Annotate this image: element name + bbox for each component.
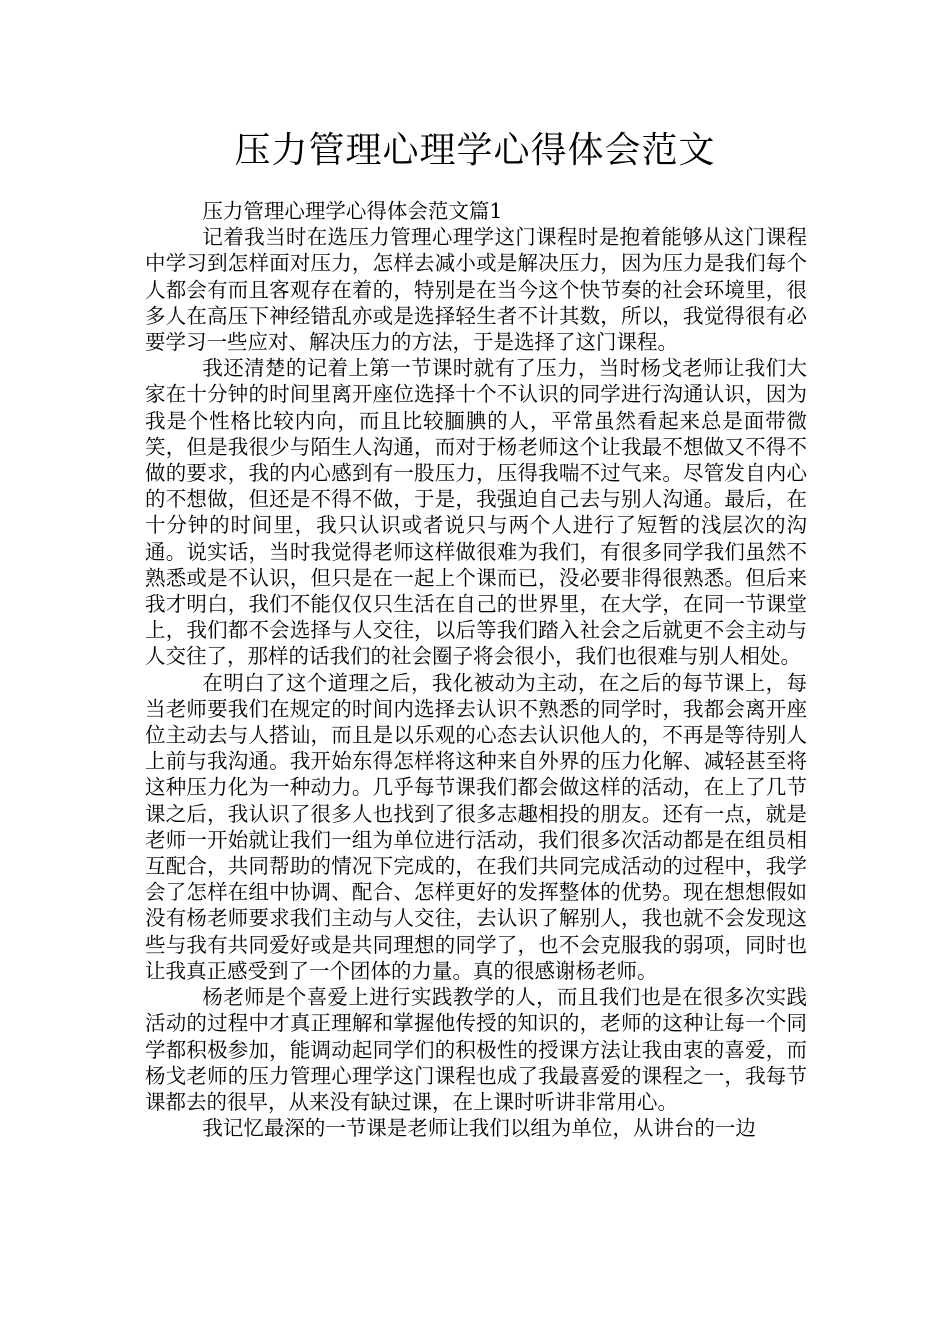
paragraph: 在明白了这个道理之后，我化被动为主动，在之后的每节课上，每当老师要我们在规定的时间内选择去认识不熟悉的同学时，我都会离开座位主动去与人搭讪，而且是以乐观的心态去认识他人的，不再是等待别人上前与我沟通。我开始东得怎样将这种来自外界的压力化解、减轻甚至将这种压力化为一种动力。几乎每节课我们都会做这样的活动，在上了几节课之后，我认识了很多人也找到了很多志趣相投的朋友。还有一点，就是老师一开始就让我们一组为单位进行活动，我们很多次活动都是在组员相互配合，共同帮助的情况下完成的，在我们共同完成活动的过程中，我学会了怎样在组中协调、配合、怎样更好的发挥整体的优势。现在想想假如没有杨老师要求我们主动与人交往，去认识了解别人，我也就不会发现这些与我有共同爱好或是共同理想的同学了，也不会克服我的弱项，同时也让我真正感受到了一个团体的力量。真的很感谢杨老师。	[145, 670, 807, 983]
document-title: 压力管理心理学心得体会范文	[234, 130, 716, 171]
paragraph: 记着我当时在选压力管理心理学这门课程时是抱着能够从这门课程中学习到怎样面对压力，怎样去减小或是解决压力，因为压力是我们每个人都会有而且客观存在着的，特别是在当今这个快节奏的社会环境里，很多人在高压下神经错乱亦或是选择轻生者不计其数，所以，我觉得很有必要学习一些应对、解决压力的方法，于是选择了这门课程。	[145, 225, 807, 355]
paragraph: 杨老师是个喜爱上进行实践教学的人，而且我们也是在很多次实践活动的过程中才真正理解和掌握他传授的知识的，老师的这种让每一个同学都积极参加，能调动起同学们的积极性的授课方法让我由衷的喜爱，而杨戈老师的压力管理心理学这门课程也成了我最喜爱的课程之一，我每节课都去的很早，从来没有缺过课，在上课时听讲非常用心。	[145, 985, 807, 1114]
document-body	[145, 198, 807, 1141]
section-heading: 压力管理心理学心得体会范文篇1	[202, 199, 503, 223]
paragraph: 我还清楚的记着上第一节课时就有了压力，当时杨戈老师让我们大家在十分钟的时间里离开座位选择十个不认识的同学进行沟通认识，因为我是个性格比较内向，而且比较腼腆的人，平常虽然看起来总是面带微笑，但是我很少与陌生人沟通，而对于杨老师这个让我最不想做又不得不做的要求，我的内心感到有一股压力，压得我喘不过气来。尽管发自内心的不想做，但还是不得不做，于是，我强迫自己去与别人沟通。最后，在十分钟的时间里，我只认识或者说只与两个人进行了短暂的浅层次的沟通。说实话，当时我觉得老师这样做很难为我们，有很多同学我们虽然不熟悉或是不认识，但只是在一起上个课而已，没必要非得很熟悉。但后来我才明白，我们不能仅仅只生活在自己的世界里，在大学，在同一节课堂上，我们都不会选择与人交往，以后等我们踏入社会之后就更不会主动与人交往了，那样的话我们的社会圈子将会很小，我们也很难与别人相处。	[145, 356, 807, 669]
paragraph: 我记忆最深的一节课是老师让我们以组为单位，从讲台的一边	[202, 1116, 756, 1141]
